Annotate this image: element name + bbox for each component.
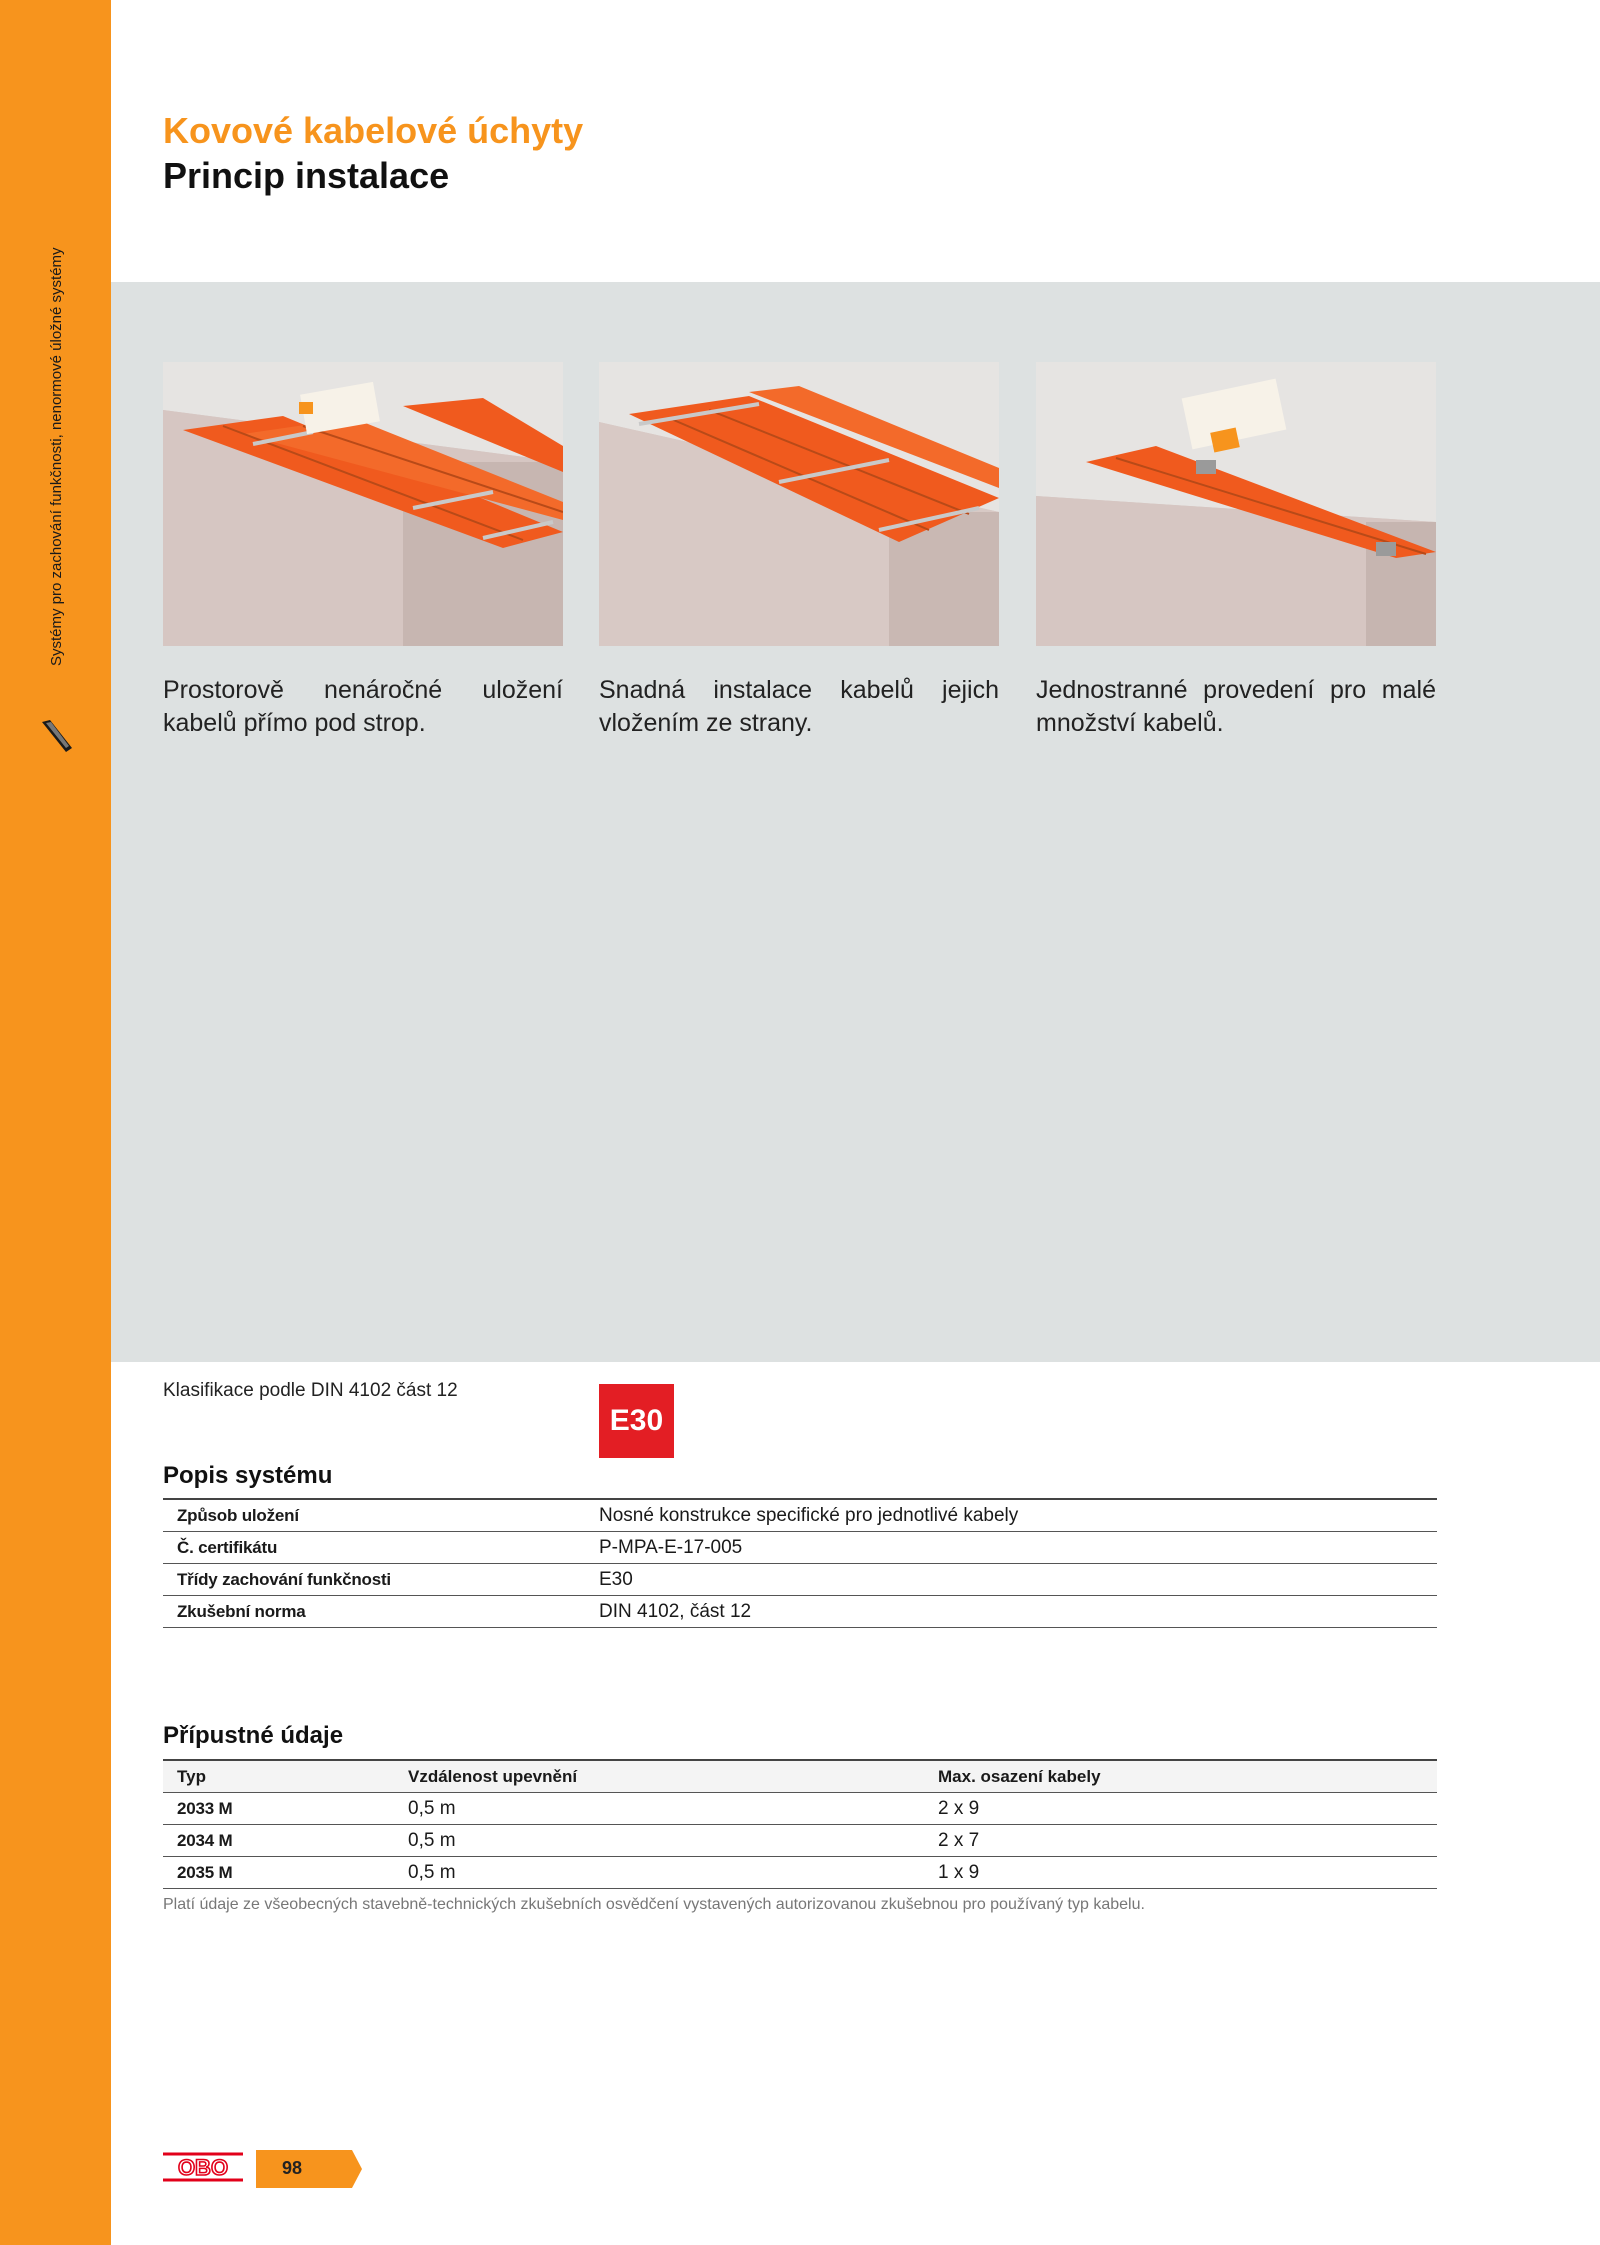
page-subtitle: Princip instalace [163, 155, 450, 196]
cell-distance: 0,5 m [394, 1793, 924, 1825]
table-row [163, 1532, 1437, 1564]
table-header-row [163, 1760, 1437, 1793]
installation-photo-2 [599, 362, 999, 646]
classification-label: Klasifikace podle DIN 4102 část 12 [163, 1380, 458, 1401]
row-value: P-MPA-E-17-005 [585, 1532, 1437, 1564]
header-typ: Typ [163, 1760, 394, 1793]
permissible-data-table [163, 1759, 1437, 1889]
cell-max-cables: 2 x 7 [924, 1825, 1437, 1857]
cell-max-cables: 2 x 9 [924, 1793, 1437, 1825]
cell-typ: 2033 M [163, 1793, 394, 1825]
cell-typ: 2035 M [163, 1857, 394, 1889]
e30-badge: E30 [599, 1384, 674, 1458]
logo-text: OBO [177, 2155, 229, 2180]
page-number: 98 [282, 2158, 303, 2178]
row-label: Zkušební norma [163, 1596, 585, 1628]
sidebar-vertical-text: Systémy pro zachování funkčnosti, nenormové úložné systémy [48, 247, 65, 666]
obo-logo [163, 2152, 243, 2182]
page-number-tab [256, 2150, 362, 2188]
cell-max-cables: 1 x 9 [924, 1857, 1437, 1889]
table-row [163, 1564, 1437, 1596]
cable-clip-icon [36, 714, 80, 758]
row-label: Třídy zachování funkčnosti [163, 1564, 585, 1596]
permissible-data-title: Přípustné údaje [163, 1722, 344, 1749]
row-label: Č. certifikátu [163, 1532, 585, 1564]
cell-distance: 0,5 m [394, 1857, 924, 1889]
row-value: E30 [585, 1564, 1437, 1596]
photo-caption-1: Prostorově nenáročné uložení kabelů přímo pod strop. [163, 676, 563, 737]
cell-distance: 0,5 m [394, 1825, 924, 1857]
table-row [163, 1499, 1437, 1532]
row-value: DIN 4102, část 12 [585, 1596, 1437, 1628]
system-description-table [163, 1498, 1437, 1628]
page-title: Kovové kabelové úchyty [163, 110, 584, 151]
installation-photo-1 [163, 362, 563, 646]
photo-caption-3: Jednostranné provedení pro malé množství kabelů. [1036, 676, 1436, 737]
table-row [163, 1596, 1437, 1628]
table-row [163, 1793, 1437, 1825]
header-distance: Vzdálenost upevnění [394, 1760, 924, 1793]
row-value: Nosné konstrukce specifické pro jednotlivé kabely [585, 1499, 1437, 1532]
permissible-data-note: Platí údaje ze všeobecných stavebně-technických zkušebních osvědčení vystavených autorizovanou zkušebnou pro používaný typ kabelu. [163, 1896, 1145, 1913]
row-label: Způsob uložení [163, 1499, 585, 1532]
header-max-cables: Max. osazení kabely [924, 1760, 1437, 1793]
cell-typ: 2034 M [163, 1825, 394, 1857]
installation-photo-3 [1036, 362, 1436, 646]
table-row [163, 1857, 1437, 1889]
system-description-title: Popis systému [163, 1462, 333, 1489]
photo-caption-2: Snadná instalace kabelů jejich vložením ze strany. [599, 676, 999, 737]
table-row [163, 1825, 1437, 1857]
